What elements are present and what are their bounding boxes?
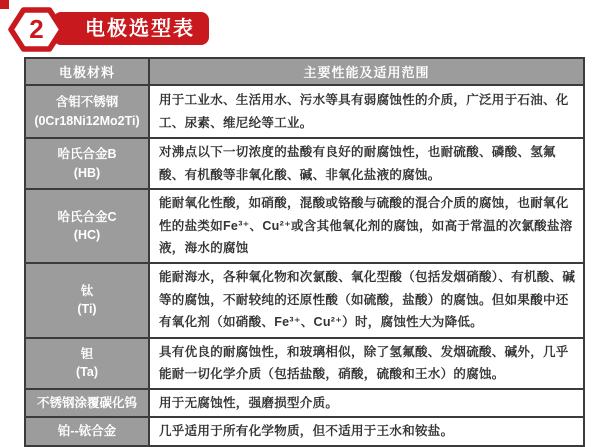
description-cell: 具有优良的耐腐蚀性，和玻璃相似，除了氢氟酸、发烟硫酸、碱外，几乎能耐一切化学介质（包括盐酸，硝酸，硫酸和王水）的腐蚀。 [149,338,584,389]
title-ribbon [53,12,209,45]
table-row [25,263,584,338]
description-cell: 对沸点以下一切浓度的盐酸有良好的耐腐蚀性，也耐硫酸、磷酸、氢氟酸、有机酸等非氧化酸、碱、非氧化盐液的腐蚀。 [149,138,584,189]
description-cell: 几乎适用于所有化学物质，但不适用于王水和铵盐。 [149,417,584,446]
material-name: 含钼不锈钢 [55,95,119,110]
material-cell [25,338,149,389]
page-title: 电极选型表 [85,17,195,40]
table-header-row [25,58,584,85]
table-row [25,338,584,389]
section-number-badge [9,7,64,52]
material-code: (HC) [73,227,101,242]
description-cell: 用于无腐蚀性，强磨损型介质。 [149,389,584,418]
description-cell: 能耐海水，各种氧化物和次氯酸、氧化型酸（包括发烟硝酸）、有机酸、碱等的腐蚀，不耐较纯的还原性酸（如硫酸，盐酸）的腐蚀。但如果酸中还有氧化剂（如硝酸、Fe³⁺、Cu²⁺）时，腐蚀性大为降低。 [149,263,584,338]
table-row [25,389,584,418]
material-cell [25,417,149,446]
material-code: (Ti) [77,302,97,316]
material-name: 钛 [80,283,94,298]
material-cell [25,263,149,338]
material-name: 钽 [80,346,94,361]
header-material: 电极材料 [25,58,149,85]
material-code: (HB) [73,165,101,180]
table-row [25,85,584,138]
material-cell [25,189,149,263]
electrode-table-wrapper [24,57,585,447]
material-code: (0Cr18Ni12Mo2Ti) [34,113,140,128]
material-cell [25,389,149,418]
corner-accent-square [0,0,9,9]
header-performance: 主要性能及适用范围 [149,58,584,85]
material-name: 不锈钢涂覆碳化钨 [36,395,137,410]
material-name: 铂--铱合金 [57,424,117,439]
material-name: 哈氏合金C [57,209,117,224]
table-row [25,417,584,446]
material-name: 哈氏合金B [57,147,117,162]
description-cell: 能耐氧化性酸，如硝酸，混酸或铬酸与硫酸的混合介质的腐蚀，也耐氧化性的盐类如Fe³⁺、Cu²⁺或含其他氧化剂的腐蚀，如高于常温的次氯酸盐溶液，海水的腐蚀 [149,189,584,263]
table-row [25,189,584,263]
section-number: 2 [29,13,44,44]
material-cell [25,85,149,138]
table-body [25,85,584,446]
description-cell: 用于工业水、生活用水、污水等具有弱腐蚀性的介质，广泛用于石油、化工、尿素、维尼纶等工业。 [149,85,584,138]
table-row [25,138,584,189]
material-cell [25,138,149,189]
material-code: (Ta) [76,365,98,379]
electrode-selection-table [24,57,585,447]
